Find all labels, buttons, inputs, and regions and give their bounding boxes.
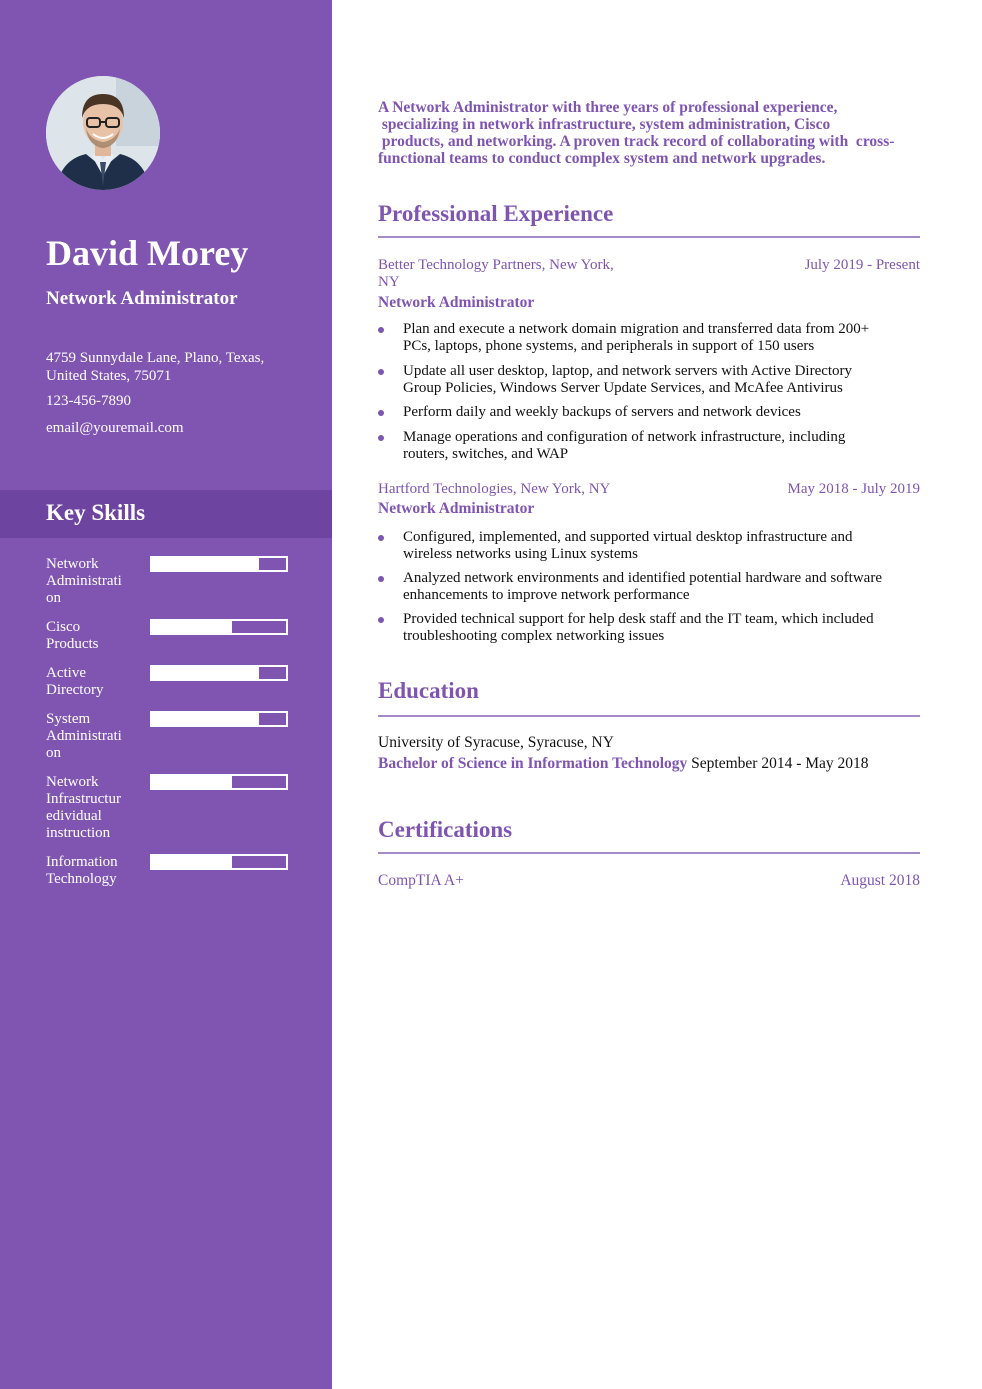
skill-level-bar <box>150 619 288 635</box>
education-dates: September 2014 - May 2018 <box>687 755 869 772</box>
bullet-line: Group Policies, Windows Server Update Services, and McAfee Antivirus <box>403 380 843 396</box>
skill-level-bar <box>150 774 288 790</box>
skill-label-line: instruction <box>46 825 111 841</box>
bullet-line: Provided technical support for help desk staff and the IT team, which included <box>403 611 874 627</box>
bullet-line: PCs, laptops, phone systems, and peripherals in support of 150 users <box>403 338 815 354</box>
skill-label-line: Administrati <box>46 573 122 589</box>
skill-level-fill <box>152 776 232 788</box>
bullet-icon <box>378 327 384 333</box>
bullet-icon <box>378 369 384 375</box>
skill-label-line: Technology <box>46 871 117 887</box>
skill-level-fill <box>152 667 259 679</box>
summary-line: functional teams to conduct complex system and network upgrades. <box>378 150 826 167</box>
professional-summary <box>378 99 938 167</box>
education-degree-row <box>378 755 869 773</box>
bullet-line: Configured, implemented, and supported virtual desktop infrastructure and <box>403 529 853 545</box>
skill-level-bar <box>150 665 288 681</box>
bullet-icon <box>378 535 384 541</box>
skill-label-line: edividual <box>46 808 102 824</box>
skill-label-line: Infrastructur <box>46 791 121 807</box>
section-divider <box>378 715 920 717</box>
summary-line: specializing in network infrastructure, system administration, Cisco <box>378 116 831 133</box>
bullet-line: wireless networks using Linux systems <box>403 546 638 562</box>
bullet-icon <box>378 617 384 623</box>
skill-level-bar <box>150 556 288 572</box>
bullet-line: troubleshooting complex networking issues <box>403 628 665 644</box>
address <box>46 349 306 385</box>
section-divider <box>378 236 920 238</box>
summary-line: products, and networking. A proven track record of collaborating with cross- <box>378 133 895 150</box>
email: email@youremail.com <box>46 420 184 436</box>
bullet-line: Update all user desktop, laptop, and network servers with Active Directory <box>403 363 853 379</box>
job-bullet <box>403 404 923 421</box>
address-line-2: United States, 75071 <box>46 368 172 384</box>
job-bullet <box>403 429 923 463</box>
job-title: Network Administrator <box>378 294 535 311</box>
bullet-line: Analyzed network environments and identified potential hardware and software <box>403 570 882 586</box>
skills-heading: Key Skills <box>46 500 146 525</box>
skill-label-line: on <box>46 590 61 606</box>
certification-name: CompTIA A+ <box>378 872 464 889</box>
job-dates: May 2018 - July 2019 <box>787 481 920 497</box>
skill-label-line: Information <box>46 854 118 870</box>
job-company <box>378 481 648 498</box>
job-bullet <box>403 570 923 604</box>
education-school: University of Syracuse, Syracuse, NY <box>378 734 614 751</box>
skill-label-line: Cisco <box>46 619 81 635</box>
bullet-icon <box>378 435 384 441</box>
skill-label-line: Administrati <box>46 728 122 744</box>
job-bullet <box>403 363 923 397</box>
job-bullet <box>403 321 923 355</box>
experience-heading: Professional Experience <box>378 201 614 226</box>
skill-label-line: Active <box>46 665 86 681</box>
job-company-line: NY <box>378 274 400 290</box>
phone: 123-456-7890 <box>46 393 131 409</box>
skill-level-fill <box>152 621 232 633</box>
skill-label-line: Network <box>46 556 99 572</box>
skill-level-fill <box>152 558 259 570</box>
sidebar <box>0 0 332 1389</box>
candidate-name: David Morey <box>46 233 249 273</box>
job-bullet <box>403 611 923 645</box>
skill-label <box>46 774 136 842</box>
job-company <box>378 257 648 291</box>
bullet-line: enhancements to improve network performance <box>403 587 690 603</box>
education-degree: Bachelor of Science in Information Technology <box>378 755 688 772</box>
address-line-1: 4759 Sunnydale Lane, Plano, Texas, <box>46 350 265 366</box>
skill-level-bar <box>150 854 288 870</box>
education-heading: Education <box>378 678 479 703</box>
person-photo-icon <box>46 76 160 190</box>
bullet-icon <box>378 576 384 582</box>
skill-label-line: Products <box>46 636 99 652</box>
skill-label <box>46 665 136 699</box>
skill-level-bar <box>150 711 288 727</box>
bullet-line: Manage operations and configuration of network infrastructure, including <box>403 429 846 445</box>
summary-line: A Network Administrator with three years of professional experience, <box>378 99 838 116</box>
job-dates: July 2019 - Present <box>804 257 920 273</box>
bullet-icon <box>378 410 384 416</box>
certification-date: August 2018 <box>840 872 920 889</box>
skill-label <box>46 556 136 607</box>
profile-photo <box>46 76 160 190</box>
bullet-line: routers, switches, and WAP <box>403 446 569 462</box>
bullet-line: Perform daily and weekly backups of servers and network devices <box>403 404 801 420</box>
skill-level-fill <box>152 856 232 868</box>
skill-label <box>46 711 136 762</box>
job-company-line: Hartford Technologies, New York, NY <box>378 481 611 497</box>
section-divider <box>378 852 920 854</box>
job-title: Network Administrator <box>378 500 535 517</box>
job-company-line: Better Technology Partners, New York, <box>378 257 614 273</box>
skill-label <box>46 619 136 653</box>
skill-label-line: Network <box>46 774 99 790</box>
skill-label <box>46 854 136 888</box>
skill-label-line: Directory <box>46 682 104 698</box>
skill-label-line: on <box>46 745 61 761</box>
candidate-role: Network Administrator <box>46 288 238 309</box>
job-bullet <box>403 529 923 563</box>
skill-level-fill <box>152 713 259 725</box>
bullet-line: Plan and execute a network domain migration and transferred data from 200+ <box>403 321 870 337</box>
skill-label-line: System <box>46 711 91 727</box>
certifications-heading: Certifications <box>378 817 513 842</box>
